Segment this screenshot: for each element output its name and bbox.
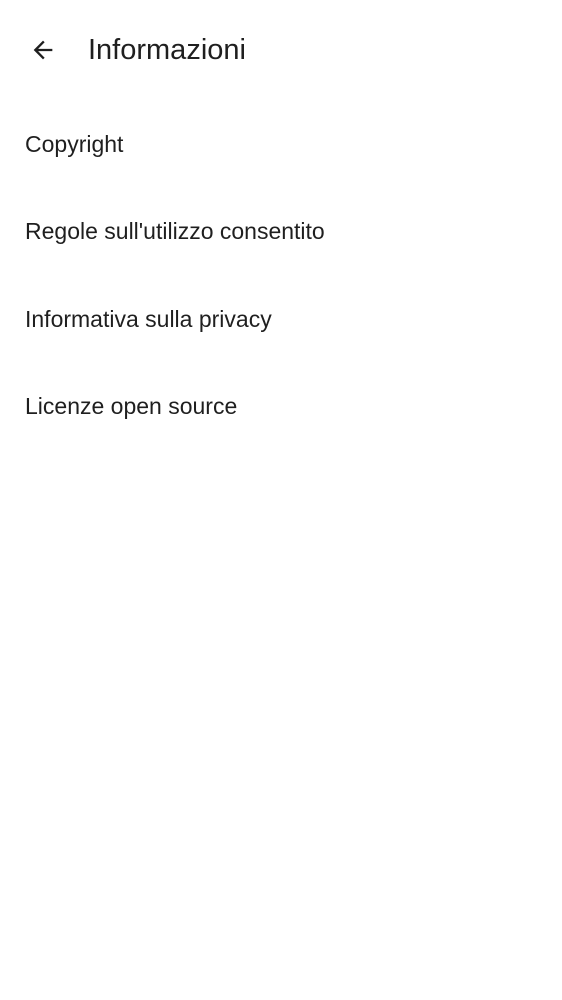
arrow-back-icon (29, 36, 57, 64)
app-bar (0, 0, 562, 100)
menu-item-open-source-licenses[interactable] (0, 363, 562, 451)
menu-item-copyright[interactable] (0, 100, 562, 188)
menu-item-label: Regole sull'utilizzo consentito (25, 218, 325, 245)
menu-item-label: Licenze open source (25, 393, 238, 420)
page-title: Informazioni (88, 34, 246, 66)
back-button[interactable] (19, 26, 67, 74)
menu-list (0, 100, 562, 450)
menu-item-label: Copyright (25, 130, 124, 157)
menu-item-privacy-policy[interactable] (0, 275, 562, 363)
menu-item-label: Informativa sulla privacy (25, 305, 272, 332)
menu-item-acceptable-use-policy[interactable] (0, 188, 562, 276)
